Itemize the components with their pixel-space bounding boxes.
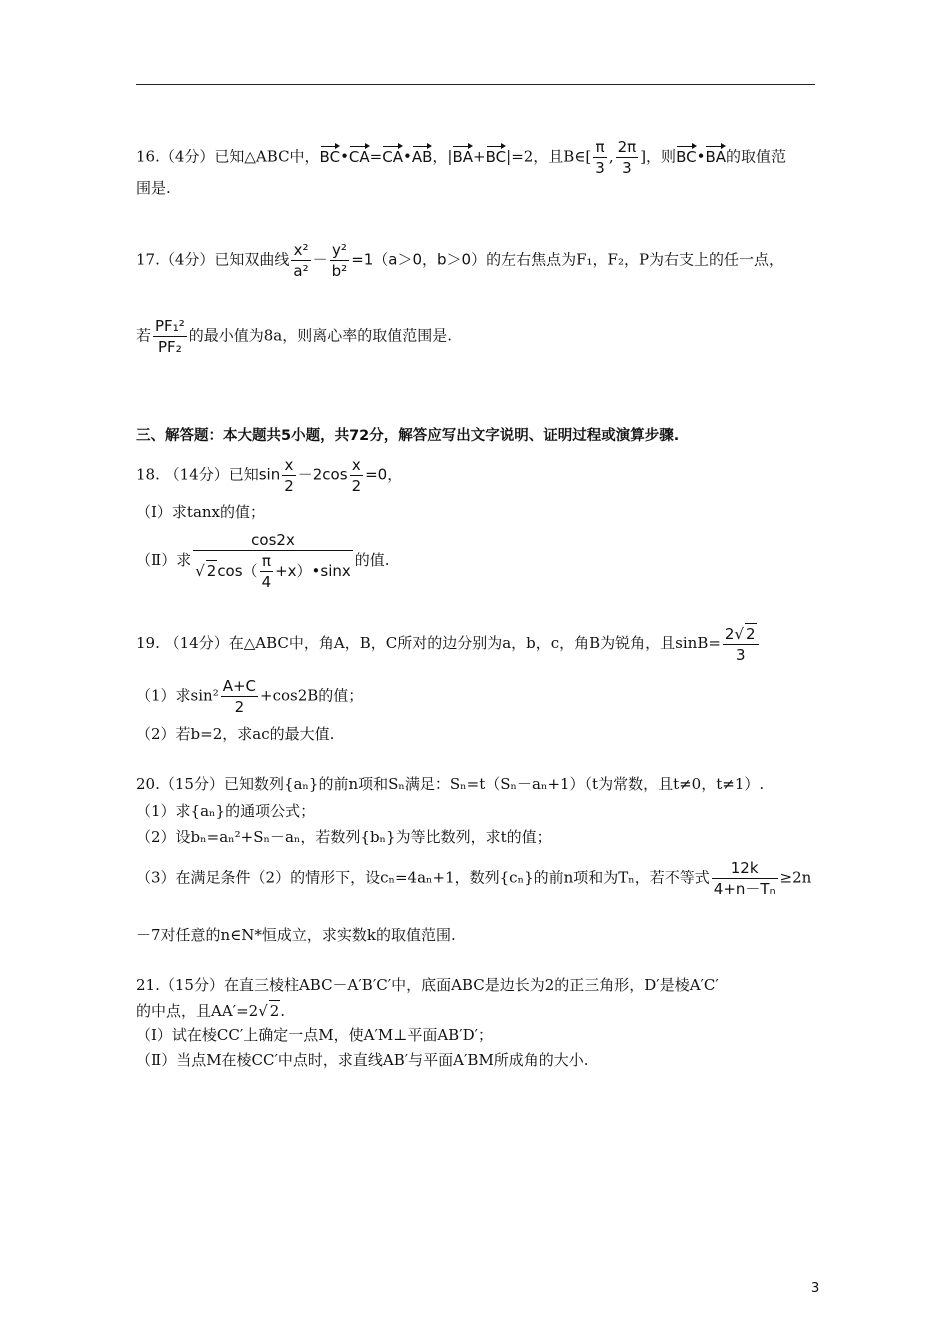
q17-prefix: 17.（4分）已知双曲线 <box>136 250 290 269</box>
vector-ba: BA <box>705 143 726 167</box>
fraction-numerator: 2π <box>617 138 637 156</box>
comma: , <box>608 147 614 166</box>
fraction-pf1-pf2 <box>153 316 187 357</box>
fraction-x2-a2 <box>291 240 310 281</box>
fraction-numerator: A+C <box>222 677 257 695</box>
header-rule <box>136 84 815 85</box>
fraction-12k <box>712 858 778 899</box>
fraction-2pi-3 <box>616 137 639 178</box>
vector-ca: CA <box>349 143 370 167</box>
q17-text: 的左右焦点为F₁，F₂，P为右支上的任一点， <box>486 250 785 269</box>
coef: 2 <box>724 625 735 643</box>
sin-func: sin <box>258 465 281 484</box>
den-text: cos（ <box>217 562 258 580</box>
q16-text: |=2，且B∈[ <box>506 147 592 166</box>
fraction-numerator: 2√ 2 <box>723 623 759 645</box>
q19-part2: （2）若b=2，求ac的最大值. <box>136 725 335 743</box>
q18-text: =0， <box>365 465 403 484</box>
q20-part2: （2）设bₙ=aₙ²+Sₙ－aₙ，若数列{bₙ}为等比数列，求t的值； <box>136 828 552 846</box>
fraction-denominator: a² <box>293 262 309 280</box>
q16-prefix: 16.（4分）已知△ABC中， <box>136 147 320 166</box>
q16-text: ]，则 <box>640 147 677 166</box>
fraction-denominator: 3 <box>622 159 632 177</box>
vector-bc: BC <box>676 143 697 167</box>
q21-line2: 的中点，且AA′=2√ 2. <box>136 1002 286 1020</box>
fraction-numerator: x <box>282 455 296 476</box>
section-heading: 三、解答题：本大题共5小题，共72分，解答应写出文字说明、证明过程或演算步骤. <box>136 428 680 444</box>
equals-op: = <box>369 147 383 166</box>
fraction-numerator: π <box>260 551 274 572</box>
fraction-denominator: √ 2cos（ $\frac{\pi}{4}$ +x）•sinx <box>195 552 351 591</box>
q18-prefix: 18. （14分）已知 <box>136 465 259 484</box>
fraction-x-2 <box>350 455 364 496</box>
q16-line1 <box>136 137 786 178</box>
dot-op: • <box>696 147 706 166</box>
q21-part1: （Ⅰ）试在棱CC′上确定一点M，使A′M⊥平面AB′D′； <box>136 1026 494 1044</box>
dot-op: • <box>403 147 412 166</box>
page-number: 3 <box>811 1281 820 1296</box>
q21-text: . <box>280 1002 286 1020</box>
fraction-pi-3 <box>593 137 607 178</box>
fraction-denominator: b² <box>331 262 348 280</box>
sqrt-radicand: 2 <box>746 625 756 643</box>
q19-prefix: 19. （14分）在△ABC中，角A，B，C所对的边分别为a，b，c，角B为锐角，且sinB= <box>136 634 721 652</box>
fraction-denominator: 3 <box>595 159 605 177</box>
vector-ab: AB <box>412 143 433 167</box>
sqrt-radicand: 2 <box>206 562 217 580</box>
q18-part2 <box>136 530 390 592</box>
q17-text: 的最小值为8a，则离心率的取值范围是. <box>188 326 452 345</box>
fraction-numerator: 12k <box>712 858 778 879</box>
fraction-denominator: 4+n－Tₙ <box>713 880 776 898</box>
q21-text: 的中点，且AA′=2 <box>136 1002 259 1020</box>
q20-part3 <box>136 858 811 899</box>
vector-ca: CA <box>382 143 403 167</box>
fraction-denominator: PF₂ <box>158 338 182 356</box>
fraction-y2-b2 <box>330 240 350 281</box>
fraction-2sqrt2-3 <box>723 623 759 665</box>
minus-op: － <box>312 250 328 269</box>
q21-line1: 21.（15分）在直三棱柱ABC－A′B′C′中，底面ABC是边长为2的正三角形，D′是棱A′C′ <box>136 976 719 994</box>
fraction-denominator: 3 <box>735 646 746 664</box>
q18-text: 的值. <box>354 551 390 569</box>
fraction-ac-2 <box>221 676 258 717</box>
vector-bc: BC <box>486 143 507 167</box>
fraction-numerator: cos2x <box>193 530 353 551</box>
fraction-numerator: π <box>593 137 607 158</box>
dot-op: • <box>340 147 349 166</box>
plus-op: + <box>473 147 486 166</box>
q17-ruo: 若 <box>136 326 152 345</box>
q20-line1: 20.（15分）已知数列{aₙ}的前n项和Sₙ满足：Sₙ=t（Sₙ－aₙ+1）（t为常数，且t≠0，t≠1）. <box>136 775 765 793</box>
fraction-denominator: 4 <box>261 573 272 591</box>
q18-line1 <box>136 455 402 496</box>
fraction-numerator: PF₁² <box>155 317 185 335</box>
fraction-denominator: 2 <box>284 477 294 495</box>
q18-text: （Ⅱ）求 <box>136 551 192 569</box>
q18-text: －2cos <box>297 465 348 484</box>
q20-text: （3）在满足条件（2）的情形下，设cₙ=4aₙ+1，数列{cₙ}的前n项和为Tₙ，若不等式 <box>136 868 710 887</box>
fraction-x-2 <box>282 455 296 496</box>
fraction-denominator: 2 <box>234 698 245 716</box>
fraction-numerator: x² <box>291 240 310 261</box>
fraction-numerator: y² <box>330 240 350 261</box>
q19-text: +cos2B的值； <box>260 686 364 705</box>
q17-line1 <box>136 240 784 281</box>
q19-part1 <box>136 676 363 717</box>
q19-text: （1）求sin² <box>136 686 219 705</box>
vector-bc: BC <box>320 143 341 167</box>
fraction-pi-4 <box>260 551 274 592</box>
q20-part3-line2: －7对任意的n∈N*恒成立，求实数k的取值范围. <box>136 926 456 944</box>
q17-line2 <box>136 316 452 357</box>
q16-text: ，| <box>432 147 453 166</box>
q20-text: ≥2n <box>779 868 812 887</box>
fraction-denominator: 2 <box>351 477 362 495</box>
q19-line1 <box>136 623 761 665</box>
q21-part2: （Ⅱ）当点M在棱CC′中点时，求直线AB′与平面A′BM所成角的大小. <box>136 1051 589 1069</box>
fraction-cos2x <box>193 530 353 592</box>
q20-part1: （1）求{aₙ}的通项公式； <box>136 802 316 820</box>
q16-text: 的取值范 <box>726 147 787 166</box>
vector-ba: BA <box>452 143 473 167</box>
q17-condition: =1（a＞0，b＞0） <box>351 250 487 269</box>
q16-line2: 围是. <box>136 179 171 197</box>
den-text: +x）•sinx <box>275 562 351 580</box>
q18-part1: （Ⅰ）求tanx的值； <box>136 503 266 521</box>
fraction-numerator: x <box>350 455 364 476</box>
sqrt-radicand: 2 <box>269 1002 280 1020</box>
